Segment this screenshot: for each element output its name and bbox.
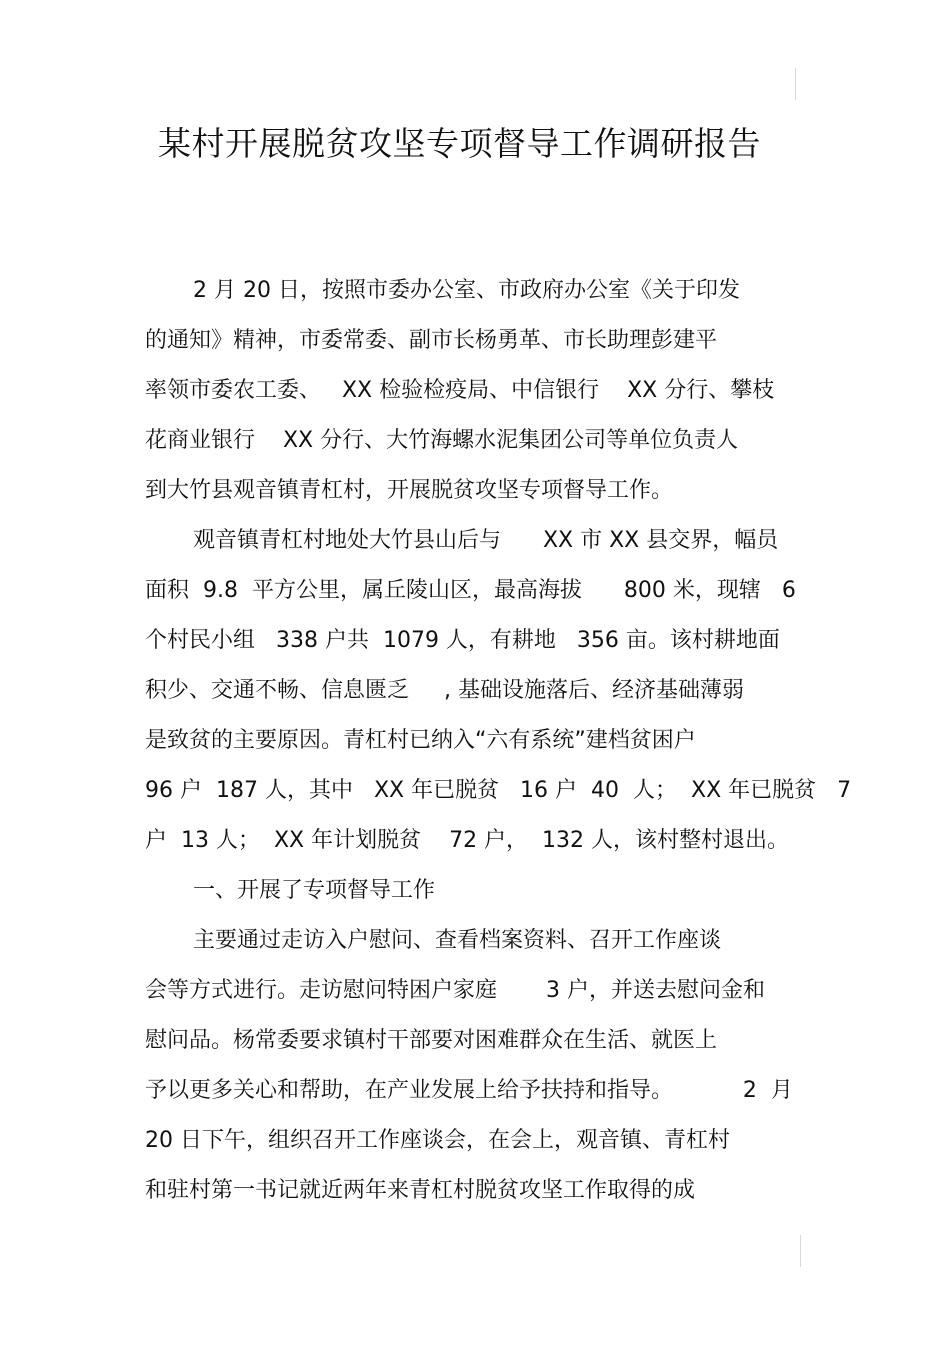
paragraph-line: 96 户 187 人，其中 XX 年已脱贫 16 户 40 人； XX 年已脱贫 7 xyxy=(145,778,852,803)
paragraph-line: 率领市委农工委、 XX 检验检疫局、中信银行 XX 分行、攀枝 xyxy=(145,378,775,403)
paragraph-line: 面积 9.8 平方公里，属丘陵山区，最高海拔 800 米，现辖 6 xyxy=(145,578,796,603)
paragraph-line: 主要通过走访入户慰问、查看档案资料、召开工作座谈 xyxy=(193,928,722,953)
section-heading: 一、开展了专项督导工作 xyxy=(193,878,436,903)
paragraph-line: 个村民小组 338 户共 1079 人，有耕地 356 亩。该村耕地面 xyxy=(145,628,780,653)
paragraph-line: 予以更多关心和帮助，在产业发展上给予扶持和指导。 2 月 xyxy=(145,1078,793,1103)
paragraph-line: 户 13 人； XX 年计划脱贫 72 户， 132 人，该村整村退出。 xyxy=(145,828,790,853)
page-edge-mark xyxy=(795,68,796,100)
paragraph-line: 观音镇青杠村地处大竹县山后与 XX 市 XX 县交界，幅员 xyxy=(193,528,779,553)
paragraph-line: 会等方式进行。走访慰问特困户家庭 3 户，并送去慰问金和 xyxy=(145,978,765,1003)
paragraph-line: 积少、交通不畅、信息匮乏 , 基础设施落后、经济基础薄弱 xyxy=(145,678,744,703)
paragraph-line: 和驻村第一书记就近两年来青杠村脱贫攻坚工作取得的成 xyxy=(145,1178,696,1203)
page-edge-mark xyxy=(800,1235,801,1267)
paragraph-line: 慰问品。杨常委要求镇村干部要对困难群众在生活、就医上 xyxy=(145,1028,718,1053)
paragraph-line: 到大竹县观音镇青杠村，开展脱贫攻坚专项督导工作。 xyxy=(145,478,674,503)
paragraph-line: 2 月 20 日，按照市委办公室、市政府办公室《关于印发 xyxy=(193,278,740,303)
paragraph-line: 花商业银行 XX 分行、大竹海螺水泥集团公司等单位负责人 xyxy=(145,428,739,453)
document-title: 某村开展脱贫攻坚专项督导工作调研报告 xyxy=(158,124,761,163)
paragraph-line: 的通知》精神，市委常委、副市长杨勇革、市长助理彭建平 xyxy=(145,328,718,353)
paragraph-line: 20 日下午，组织召开工作座谈会，在会上，观音镇、青杠村 xyxy=(145,1128,730,1153)
paragraph-line: 是致贫的主要原因。青杠村已纳入“六有系统”建档贫困户 xyxy=(145,728,696,753)
